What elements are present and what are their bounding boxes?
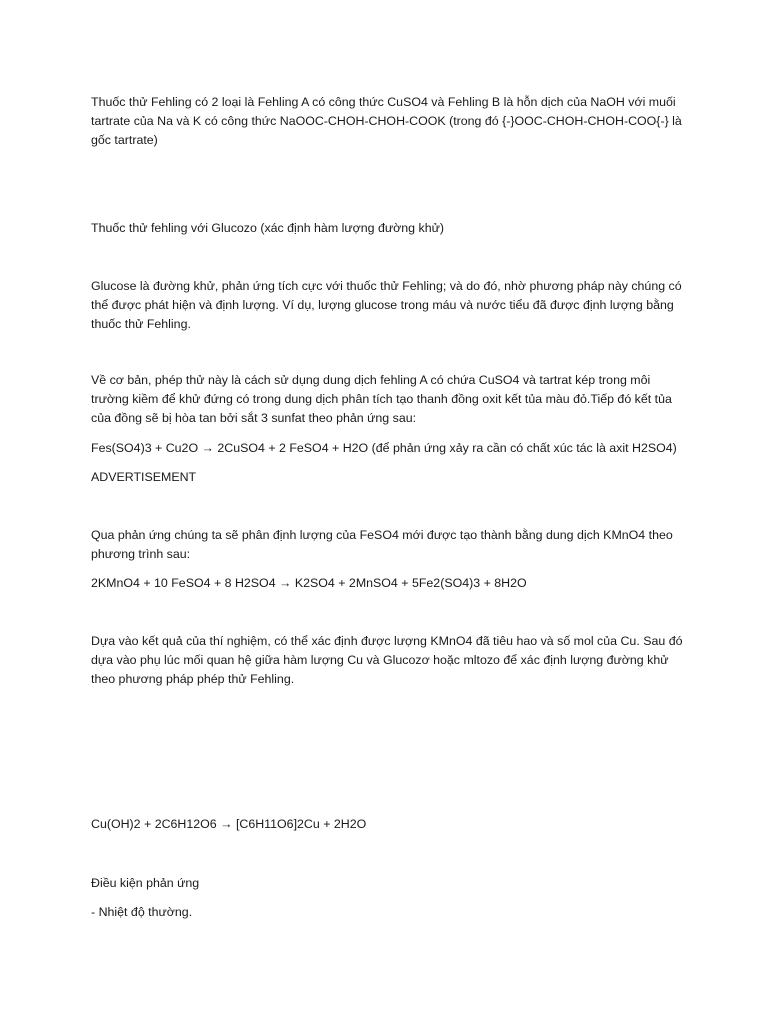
experiment-result-paragraph: Dựa vào kết quả của thí nghiệm, có thể xác định được lượng KMnO4 đã tiêu hao và số mol của Cu. Sau đó dựa vào phụ lúc mối quan hệ giữa hàm lượng Cu và Glucozơ hoặc mltozo để xác định lượng đường khử theo phương pháp phép thử Fehling. xyxy=(91,634,683,686)
advertisement-label: ADVERTISEMENT xyxy=(91,470,197,484)
test-method-paragraph: Về cơ bản, phép thử này là cách sử dụng dung dịch fehling A có chứa CuSO4 và tartrat kép trong môi trường kiềm để khử đứng có trong dung dịch phân tích tạo thanh đồng oxit kết tủa màu đỏ.Tiếp đó kết tủa của đồng sẽ bị hòa tan bởi sắt 3 sunfat theo phản ứng sau: xyxy=(91,373,672,425)
reaction-equation-2: 2KMnO4 + 10 FeSO4 + 8 H2SO4 → K2SO4 + 2MnSO4 + 5Fe2(SO4)3 + 8H2O xyxy=(91,576,527,590)
reaction-conditions-heading: Điều kiện phản ứng xyxy=(91,876,200,890)
reaction-equation-3: Cu(OH)2 + 2C6H12O6 → [C6H11O6]2Cu + 2H2O xyxy=(91,817,367,831)
feso4-quantification-paragraph: Qua phản ứng chúng ta sẽ phân định lượng của FeSO4 mới được tạo thành bằng dung dịch KMnO4 theo phương trình sau: xyxy=(91,528,673,561)
section-heading-glucose: Thuốc thử fehling với Glucozo (xác định hàm lượng đường khử) xyxy=(91,221,445,235)
reaction-equation-1: Fes(SO4)3 + Cu2O → 2CuSO4 + 2 FeSO4 + H2O (để phản ứng xảy ra cần có chất xúc tác là axit H2SO4) xyxy=(91,441,677,455)
reaction-condition-item: - Nhiệt độ thường. xyxy=(91,905,193,919)
fehling-reagent-intro-paragraph: Thuốc thử Fehling có 2 loại là Fehling A có công thức CuSO4 và Fehling B là hỗn dịch của NaOH với muối tartrate của Na và K có công thức NaOOC-CHOH-CHOH-COOK (trong đó {-}OOC-CHOH-CHOH-COO{-} là gốc tartrate) xyxy=(91,95,682,147)
glucose-reducing-sugar-paragraph: Glucose là đường khử, phản ứng tích cực với thuốc thử Fehling; và do đó, nhờ phương pháp này chúng có thể được phát hiện và định lượng. Ví dụ, lượng glucose trong máu và nước tiểu đã được định lượng bằng thuốc thử Fehling. xyxy=(91,279,682,331)
